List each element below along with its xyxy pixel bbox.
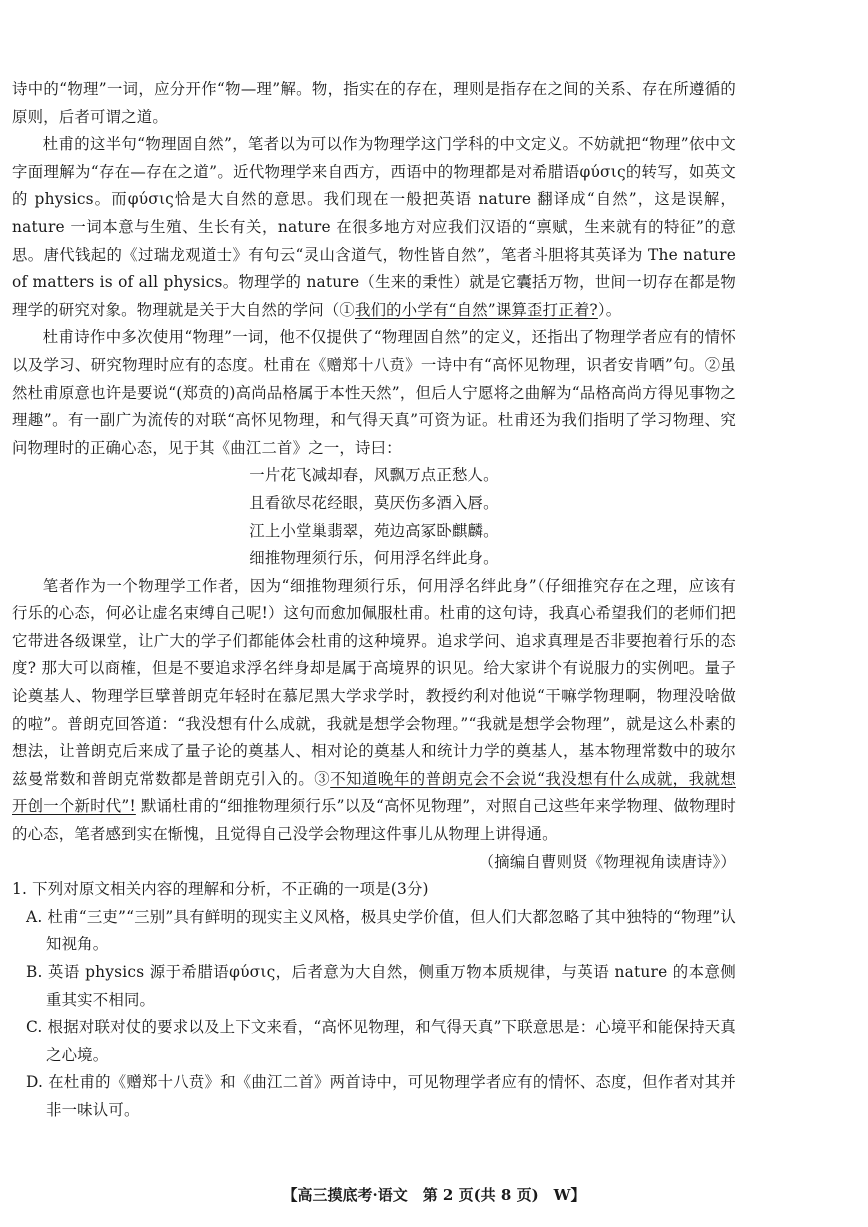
option-b: B. 英语 physics 源于希腊语φύσις，后者意为大自然，侧重万物本质规律，与英语 nature 的本意侧重其实不相同。 [26,963,736,1009]
option-d: D. 在杜甫的《赠郑十八贲》和《曲江二首》两首诗中，可见物理学者应有的情怀、态度，但作者对其并非一味认可。 [26,1073,736,1119]
paragraph-2: 杜甫诗作中多次使用“物理”一词，他不仅提供了“物理固自然”的定义，还指出了物理学者应有的情怀以及学习、研究物理时应有的态度。杜甫在《赠郑十八贲》一诗中有“高怀见物理，识者安肯哂”句。②虽然杜甫原意也许是要说“(郑贲的)高尚品格属于本性天然”，但后人宁愿将之曲解为“品格高尚方得见事物之理趣”。有一副广为流传的对联“高怀见物理，和气得天真”可资为证。杜甫还为我们指明了学习物理、究问物理时的正确心态，见于其《曲江二首》之一，诗曰： [12,328,736,457]
paragraph-3 [12,573,736,849]
paragraph-3-end: 默诵杜甫的“细推物理须行乐”以及“高怀见物理”，对照自己这些年来学物理、做物理时的心态，笔者感到实在惭愧，且觉得自己没学会物理这件事儿从物理上讲得通。 [12,797,736,844]
question-stem: 1. 下列对原文相关内容的理解和分析，不正确的一项是(3分) [12,880,429,899]
source-citation: （摘编自曹则贤《物理视角读唐诗》） [478,852,736,871]
poem-line: 细推物理须行乐，何用浮名绊此身。 [249,549,499,568]
underlined-sentence-1: 我们的小学有“自然”课算歪打正着? [355,300,598,319]
paragraph-3-text: 笔者作为一个物理学工作者，因为“细推物理须行乐，何用浮名绊此身”（仔细推究存在之理，应该有行乐的心态，何必让虚名束缚自己呢!）这句而愈加佩服杜甫。杜甫的这句诗，我真心希望我们的老师们把它带进各级课堂，让广大的学子们都能体会杜甫的这种境界。追求学问、追求真理是否非要抱着行乐的态度? 那大可以商榷，但是不要追求浮名绊身却是属于高境界的识见。给大家讲个有说服力的实例吧。量子论奠基人、物理学巨擘普朗克年轻时在慕尼黑大学求学时，教授约利对他说“干嘛学物理啊，物理没啥做的啦”。普朗克回答道：“我没想有什么成就，我就是想学会物理。”“我就是想学会物理”，就是这么朴素的想法，让普朗克后来成了量子论的奠基人、相对论的奠基人和统计力学的奠基人，基本物理常数中的玻尔兹曼常数和普朗克常数都是普朗克引入的。③ [12,576,736,788]
option-c: C. 根据对联对仗的要求以及上下文来看，“高怀见物理，和气得天真”下联意思是：心境平和能保持天真之心境。 [26,1018,736,1064]
paragraph-0: 诗中的“物理”一词，应分开作“物—理”解。物，指实在的存在，理则是指存在之间的关系、存在所遵循的原则，后者可谓之道。 [12,80,736,126]
poem-line: 江上小堂巢翡翠，苑边高冢卧麒麟。 [249,521,499,540]
underlined-sentence-3: 不知道晚年的普朗克会不会说“我没想有什么成就，我就想开创一个新时代”! [12,769,736,816]
paragraph-1 [12,131,736,324]
poem [12,462,736,572]
reading-passage [12,76,736,1125]
page-footer: 【高三摸底考·语文 第 2 页(共 8 页) W】 [282,1186,586,1204]
paragraph-1-text: 杜甫的这半句“物理固自然”，笔者以为可以作为物理学这门学科的中文定义。不妨就把“物理”依中文字面理解为“存在—存在之道”。近代物理学来自西方，西语中的物理都是对希腊语φύσις的转写，如英文的 physics。而φύσις恰是大自然的意思。我们现在一般把英语 nature 翻译成“自然”，这是误解，nature 一词本意与生殖、生长有关，nature 在很多地方对应我们汉语的“禀赋，生来就有的特征”的意思。唐代钱起的《过瑞龙观道士》有句云“灵山含道气，物性皆自然”，笔者斗胆将其英译为 The nature of matters is of all physics。物理学的 nature（生来的秉性）就是它囊括万物，世间一切存在都是物理学的研究对象。物理就是关于大自然的学问（① [12,135,736,319]
paragraph-1-end: ）。 [597,300,622,319]
poem-line: 一片花飞减却春，风飘万点正愁人。 [249,466,499,485]
poem-line: 且看欲尽花经眼，莫厌伤多酒入唇。 [249,493,499,512]
option-a: A. 杜甫“三吏”“三别”具有鲜明的现实主义风格，极具史学价值，但人们大都忽略了其中独特的“物理”认知视角。 [26,907,736,954]
